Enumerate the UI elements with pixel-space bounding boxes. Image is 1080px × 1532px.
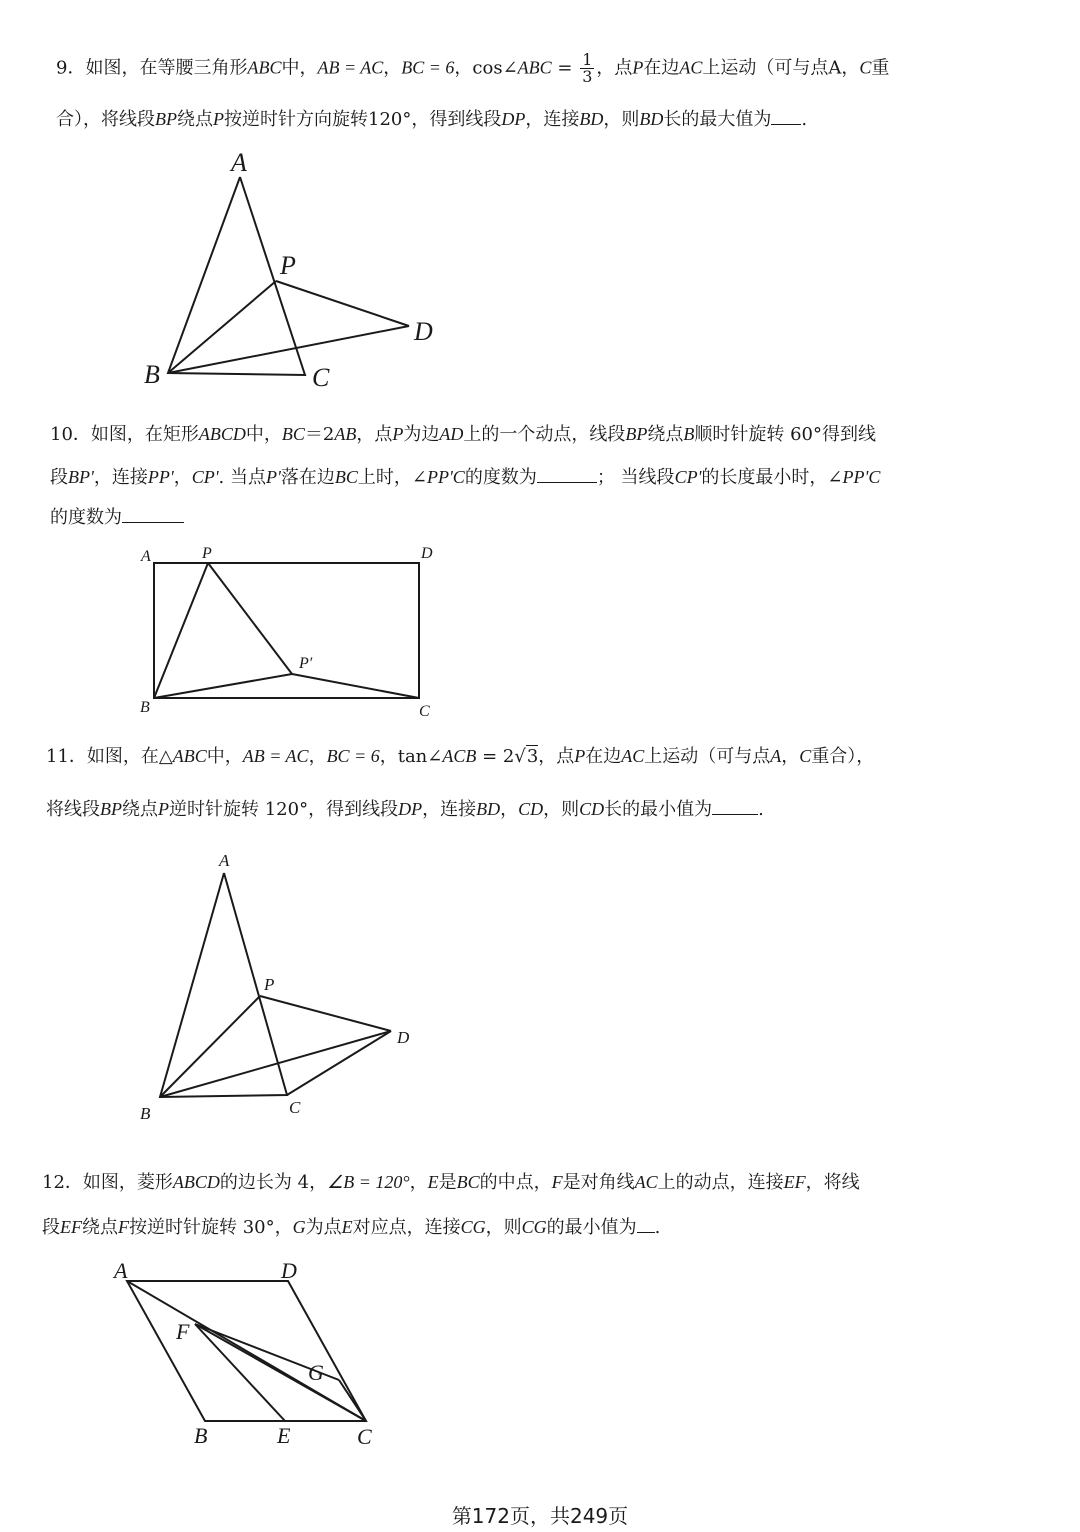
math: 3: [526, 746, 539, 767]
text: 是对角线: [562, 1172, 635, 1193]
math: CG: [521, 1217, 547, 1237]
text: 中，: [281, 57, 318, 79]
text: 在边: [585, 746, 622, 767]
math: CG: [460, 1217, 486, 1237]
fraction-denominator: 3: [582, 67, 593, 86]
text: 的最小值为: [546, 1217, 637, 1238]
math: C: [799, 746, 812, 766]
label-e: E: [277, 1423, 291, 1448]
label-a: A: [141, 548, 151, 565]
math: P: [158, 799, 169, 819]
math: PP': [147, 467, 174, 487]
math: =: [551, 57, 579, 79]
text: 上运动（可与点A，: [702, 57, 860, 79]
math: A: [770, 746, 782, 766]
text: 绕点: [122, 799, 158, 820]
text: 重合），: [811, 746, 875, 767]
text: .: [758, 799, 764, 820]
math: BP: [100, 799, 122, 819]
math: = 2: [476, 746, 515, 767]
text: 如图，在矩形: [90, 424, 199, 445]
math: ABC: [172, 746, 207, 766]
math: CD: [518, 799, 544, 819]
math: CP': [674, 467, 702, 487]
text: 的度数为: [50, 507, 122, 528]
text: 将线段: [46, 799, 100, 820]
math: G: [292, 1217, 306, 1237]
text: ，: [173, 467, 192, 488]
text: ，点: [356, 424, 393, 445]
math: P: [213, 109, 224, 129]
text: ，点: [596, 57, 633, 79]
text: 中，: [206, 746, 243, 767]
math: BP: [625, 424, 648, 444]
segment-fe: [195, 1324, 285, 1421]
text: 合），将线段: [56, 109, 155, 130]
text: ，: [409, 1172, 428, 1193]
math: BC = 6: [401, 57, 455, 78]
text: 上运动（可与点: [644, 746, 771, 767]
problem-number: 12．: [42, 1172, 83, 1193]
label-d: D: [281, 1258, 297, 1283]
segment-fc: [195, 1324, 366, 1421]
math: F: [118, 1217, 129, 1237]
math: PP'C: [426, 467, 465, 487]
label-p: P: [264, 975, 275, 994]
math: B: [683, 424, 695, 444]
text: 如图，菱形: [82, 1172, 173, 1193]
text: 绕点: [647, 424, 684, 445]
math: P: [392, 424, 404, 444]
text: 落在边: [280, 467, 335, 488]
math: BC = 6: [326, 746, 380, 766]
label-p: P: [280, 251, 296, 280]
math: AC: [634, 1172, 658, 1192]
label-a: A: [219, 851, 230, 870]
math: AC: [679, 57, 703, 78]
text: 如图，在△: [86, 746, 173, 767]
math: C: [859, 57, 872, 78]
math: P: [574, 746, 586, 766]
math: ACB: [442, 746, 477, 766]
page-footer: 第172页，共249页: [451, 1504, 629, 1528]
text: .: [654, 1217, 661, 1238]
text: ，cos∠: [454, 57, 518, 79]
fraction-numerator: 1: [582, 50, 593, 69]
text: 在边: [643, 57, 680, 79]
label-d: D: [414, 317, 433, 346]
label-p: P: [202, 545, 212, 562]
math: CP': [191, 467, 219, 487]
text: 段: [42, 1217, 60, 1238]
label-c: C: [312, 363, 330, 392]
problem-number: 10．: [50, 424, 91, 445]
text: 对应点，连接: [352, 1217, 461, 1238]
segment-gc: [339, 1380, 366, 1421]
math: AB = AC: [317, 57, 384, 78]
math: P': [266, 467, 281, 487]
text: 中，: [245, 424, 282, 445]
problem-number: 11．: [46, 746, 87, 767]
text: 的边长为 4，: [219, 1172, 328, 1193]
text: ，: [379, 746, 398, 767]
math: F: [551, 1172, 563, 1192]
math: BD: [579, 109, 604, 129]
text: 的度数为: [464, 467, 537, 488]
label-d: D: [421, 545, 433, 562]
text: ，连接: [422, 799, 477, 820]
math: DP: [398, 799, 423, 819]
text: 的中点，: [479, 1172, 552, 1193]
text: 上时，∠: [357, 467, 427, 488]
text: 的长度最小时，∠: [701, 467, 843, 488]
text: 顺时针旋转 60°得到线: [694, 424, 877, 445]
text: ，: [781, 746, 800, 767]
text: 为边: [403, 424, 440, 445]
text: ，连接: [93, 467, 148, 488]
math: AB = AC: [242, 746, 309, 766]
label-a: A: [114, 1258, 128, 1283]
label-b: B: [144, 360, 160, 389]
text: 绕点: [82, 1217, 118, 1238]
label-b: B: [194, 1423, 208, 1448]
text: ，点: [538, 746, 575, 767]
math: BC: [456, 1172, 480, 1192]
math: BP': [68, 467, 94, 487]
math: tan∠: [397, 746, 443, 767]
text: 是: [438, 1172, 457, 1193]
text: ，则: [603, 109, 640, 130]
text: 如图，在等腰三角形: [85, 57, 248, 79]
math: ABCD: [172, 1172, 220, 1192]
math: BC: [334, 467, 358, 487]
label-f: F: [176, 1319, 190, 1344]
math: EF: [60, 1217, 82, 1237]
label-d: D: [397, 1028, 410, 1047]
text: 绕点: [177, 109, 213, 130]
math: ABCD: [198, 424, 246, 444]
label-g: G: [308, 1360, 324, 1385]
text: 重: [871, 57, 890, 79]
math: EF: [783, 1172, 806, 1192]
math: BP: [155, 109, 177, 129]
sqrt-symbol: √: [514, 746, 526, 767]
math: DP: [501, 109, 526, 129]
math: AC: [621, 746, 645, 766]
math: ∠B = 120°: [327, 1172, 410, 1192]
text: ，连接: [525, 109, 580, 130]
text: ； 当线段: [596, 467, 675, 488]
text: ，则: [543, 799, 580, 820]
text: ，将线: [805, 1172, 860, 1193]
math: E: [341, 1217, 353, 1237]
text: ＝2: [304, 424, 335, 445]
math: BC: [281, 424, 305, 444]
problem-number: 9．: [56, 57, 86, 79]
math: ABC: [517, 57, 552, 78]
text: 长的最大值为: [663, 109, 772, 130]
label-b: B: [140, 1104, 151, 1123]
text: .: [801, 109, 808, 130]
text: ，: [308, 746, 327, 767]
label-p-prime: P′: [299, 655, 313, 672]
math: PP'C: [842, 467, 881, 487]
text: 按逆时针方向旋转120°，得到线段: [224, 109, 502, 130]
label-a: A: [231, 148, 247, 177]
text: 段: [50, 467, 68, 488]
math: CD: [579, 799, 605, 819]
math: P: [632, 57, 644, 78]
math: ABC: [247, 57, 282, 78]
math: BD: [639, 109, 664, 129]
label-c: C: [289, 1098, 301, 1117]
label-b: B: [140, 699, 150, 716]
text: ，: [500, 799, 519, 820]
math: AD: [439, 424, 464, 444]
math: AB: [334, 424, 357, 444]
math: E: [427, 1172, 439, 1192]
text: 上的动点，连接: [657, 1172, 784, 1193]
text: 上的一个动点，线段: [463, 424, 626, 445]
text: 按逆时针旋转 30°，: [129, 1217, 293, 1238]
text: 长的最小值为: [604, 799, 713, 820]
text: ，则: [485, 1217, 522, 1238]
math: BD: [476, 799, 501, 819]
text: 为点: [305, 1217, 342, 1238]
label-c: C: [419, 703, 430, 720]
text: ，: [383, 57, 402, 79]
label-c: C: [357, 1424, 372, 1449]
text: 逆时针旋转 120°，得到线段: [169, 799, 399, 820]
text: . 当点: [218, 467, 266, 488]
